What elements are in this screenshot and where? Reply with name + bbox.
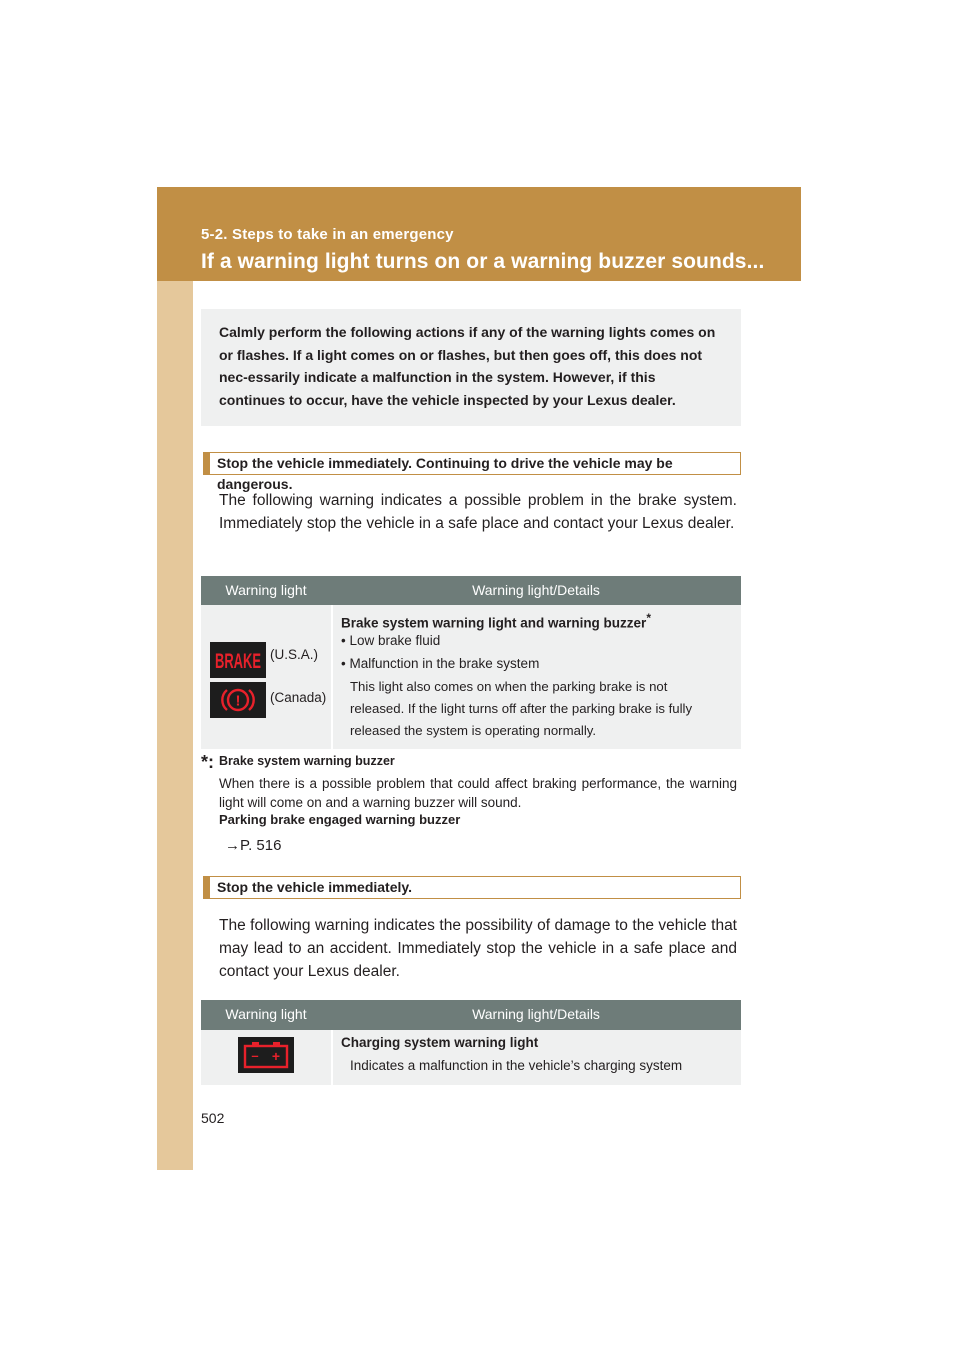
section1-body: The following warning indicates a possible problem in the brake system. Immediately stop the vehicle in a safe place and contact your Lexus dealer. (219, 492, 737, 532)
margin-strip (157, 187, 193, 1170)
footnote-text: When there is a possible problem that could affect braking performance, the warning light will come on and a warning buzzer will sound. (219, 776, 737, 810)
brake-circle-warning-icon (210, 682, 266, 718)
section2-heading: Stop the vehicle immediately. (203, 876, 741, 899)
exclamation-symbol: ! (235, 692, 241, 710)
column-divider (331, 1030, 333, 1085)
section-label: 5-2. Steps to take in an emergency (201, 226, 454, 243)
icon-caption-usa: (U.S.A.) (270, 647, 319, 662)
brake-detail-title-text: Brake system warning light and warning buzzer (341, 615, 647, 631)
asterisk-mark: * (646, 611, 651, 625)
charging-detail-title: Charging system warning light (341, 1035, 539, 1050)
section1-heading: Stop the vehicle immediately. Continuing to drive the vehicle may be dangerous. (203, 452, 741, 475)
brake-note-line-2: released. If the light turns off after the parking brake is fully (350, 701, 693, 716)
bullet-low-brake-fluid: • Low brake fluid (341, 633, 441, 648)
charging-warning-table (201, 1000, 741, 1085)
brake-warning-table (201, 576, 741, 749)
intro-box: Calmly perform the following actions if any of the warning lights comes on or flashes. If a light comes on or flashes, but then goes off, this does not nec-essarily indicate a malfunction in the system. However, if this continues to occur, have the vehicle inspected by your Lexus dealer. (201, 309, 741, 426)
footnote-title: Brake system warning buzzer (219, 754, 395, 768)
brake-detail-title (341, 611, 651, 631)
section2-body: The following warning indicates the possibility of damage to the vehicle that may lead to an accident. Immediately stop the vehicle in a safe place and contact your Lexus dealer. (219, 917, 737, 980)
brake-note-line-1: This light also comes on when the parking brake is not (350, 679, 668, 694)
table-row (201, 605, 741, 749)
brake-icon-text: BRAKE (215, 650, 261, 673)
battery-warning-icon (238, 1037, 294, 1073)
battery-plus-sign: + (271, 1048, 281, 1064)
column-header-details: Warning light/Details (472, 1006, 600, 1022)
table-header (201, 576, 741, 605)
footnote-title-parking: Parking brake engaged warning buzzer (219, 812, 461, 827)
column-divider (331, 605, 333, 749)
battery-minus-sign: – (251, 1048, 259, 1063)
bullet-brake-malfunction: • Malfunction in the brake system (341, 656, 540, 671)
brake-note-line-3: released the system is operating normally. (350, 723, 597, 738)
icon-caption-canada: (Canada) (270, 690, 327, 705)
table-header (201, 1000, 741, 1030)
footnote-mark: *: (201, 752, 214, 772)
charging-detail-text: Indicates a malfunction in the vehicle’s charging system (350, 1058, 683, 1073)
page-title: If a warning light turns on or a warning buzzer sounds... (201, 250, 765, 273)
column-header-light: Warning light (225, 1006, 307, 1022)
table-row (201, 1030, 741, 1085)
column-header-details: Warning light/Details (472, 582, 600, 598)
page-number: 502 (201, 1110, 225, 1126)
column-header-light: Warning light (225, 582, 307, 598)
page-reference-link[interactable]: →P. 516 (225, 837, 282, 854)
brake-warning-icon (210, 642, 266, 678)
